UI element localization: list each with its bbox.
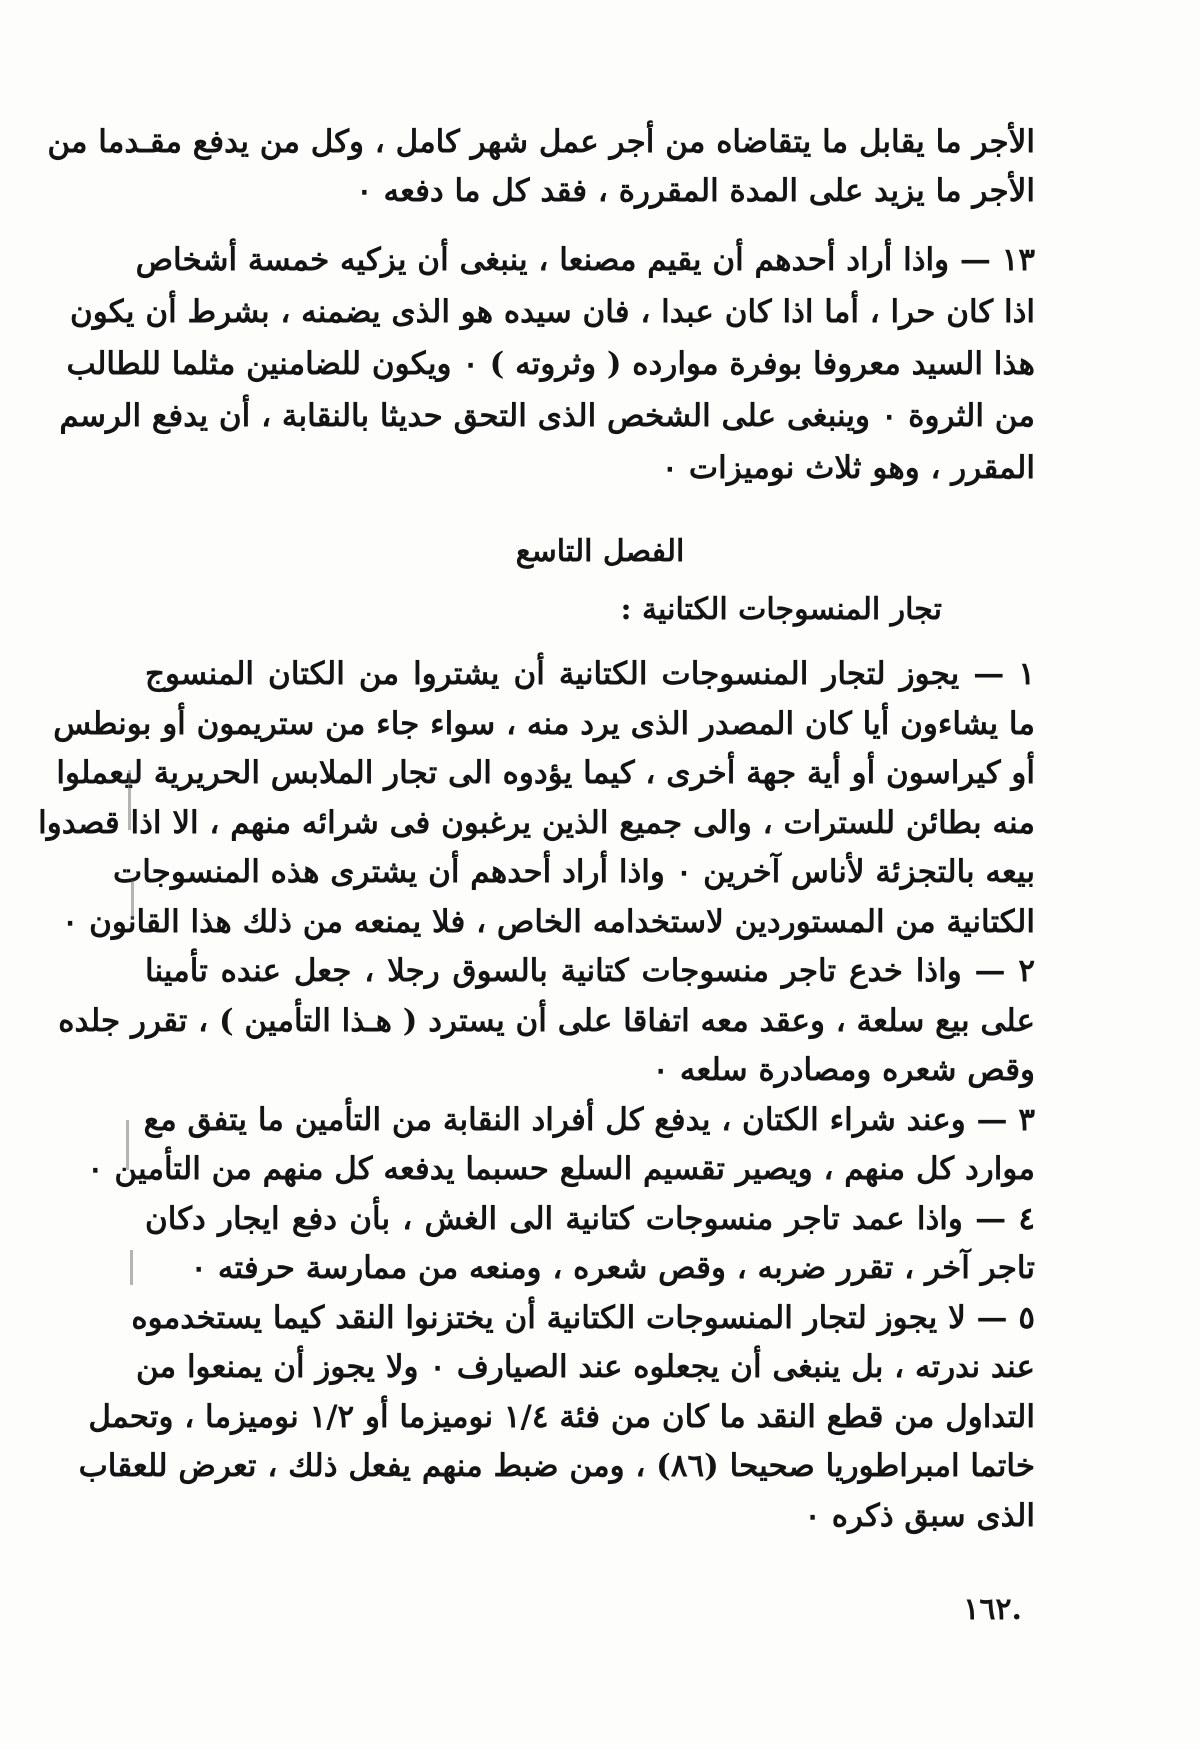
chapter-body [38,650,1035,1541]
text-line: هذا السيد معروفا بوفرة موارده ( وثروته ) ٠ ويكون للضامنين مثلما للطالب [66,346,1035,382]
scan-artifact [131,880,134,920]
text-line: موارد كل منهم ، ويصير تقسيم السلع حسبما يدفعه كل منهم من التأمين ٠ [86,1151,1035,1187]
scan-artifact [128,770,131,830]
text-line: ما يشاءون أيا كان المصدر الذى يرد منه ، سواء جاء من ستريمون أو بونطس [53,705,1035,742]
text-line: تاجر آخر ، تقرر ضربه ، وقص شعره ، ومنعه من ممارسة حرفته ٠ [190,1250,1035,1286]
text-line: ١ — يجوز لتجار المنسوجات الكتانية أن يشتروا من الكتان المنسوج [145,656,1035,692]
text-line: الذى سبق ذكره ٠ [804,1497,1035,1534]
scan-artifact [126,1120,129,1170]
text-line: اذا كان حرا ، أما اذا كان عبدا ، فان سيده هو الذى يضمنه ، بشرط أن يكون [70,294,1035,330]
text-line: عند ندرته ، بل ينبغى أن يجعلوه عند الصيارف ٠ ولا يجوز أن يمنعوا من [135,1349,1035,1385]
paragraph-continuation [47,118,1035,216]
text-line: ١٣ — واذا أراد أحدهم أن يقيم مصنعا ، ينبغى أن يزكيه خمسة أشخاص [135,242,1035,278]
scan-artifact [130,1250,133,1285]
text-line: ٥ — لا يجوز لتجار المنسوجات الكتانية أن يختزنوا النقد كيما يستخدموه [131,1299,1035,1336]
text-line: من الثروة ٠ وينبغى على الشخص الذى التحق حديثا بالنقابة ، أن يدفع الرسم [59,398,1035,434]
text-line: المقرر ، وهو ثلاث نوميزات ٠ [661,450,1035,486]
text-line: التداول من قطع النقد ما كان من فئة ١/٤ نوميزما أو ١/٢ نوميزما ، وتحمل [88,1398,1035,1435]
page-number: .١٦٢ [963,1592,1022,1627]
text-line: خاتما امبراطوريا صحيحا (٨٦) ، ومن ضبط منهم يفعل ذلك ، تعرض للعقاب [78,1448,1035,1484]
text-line: وقص شعره ومصادرة سلعه ٠ [652,1052,1035,1088]
text-line: الأجر ما يزيد على المدة المقررة ، فقد كل ما دفعه ٠ [356,173,1035,209]
text-line: على بيع سلعة ، وعقد معه اتفاقا على أن يسترد ( هـذا التأمين ) ، تقرر جلده [58,1002,1035,1039]
text-line: ٣ — وعند شراء الكتان ، يدفع كل أفراد النقابة من التأمين ما يتفق مع [143,1101,1035,1138]
text-line: بيعه بالتجزئة لأناس آخرين ٠ واذا أراد أحدهم أن يشترى هذه المنسوجات [113,854,1035,890]
text-line: أو كيراسون أو أية جهة أخرى ، كيما يؤدوه الى تجار الملابس الحريرية ليعملوا [56,755,1035,791]
text-line: منه بطائن للسترات ، والى جميع الذين يرغبون فى شرائه منهم ، الا اذا قصدوا [38,804,1035,841]
text-line: الأجر ما يقابل ما يتقاضاه من أجر عمل شهر كامل ، وكل من يدفع مقـدما من [47,124,1035,160]
paragraph-13 [59,234,1035,494]
text-line: الكتانية من المستوردين لاستخدامه الخاص ، فلا يمنعه من ذلك هذا القانون ٠ [61,903,1035,940]
text-line: ٤ — واذا عمد تاجر منسوجات كتانية الى الغش ، بأن دفع ايجار دكان [145,1200,1035,1237]
text-line: ٢ — واذا خدع تاجر منسوجات كتانية بالسوق رجلا ، جعل عنده تأمينا [145,953,1035,989]
chapter-title: الفصل التاسع [515,534,685,569]
section-title: تجار المنسوجات الكتانية : [620,592,942,627]
